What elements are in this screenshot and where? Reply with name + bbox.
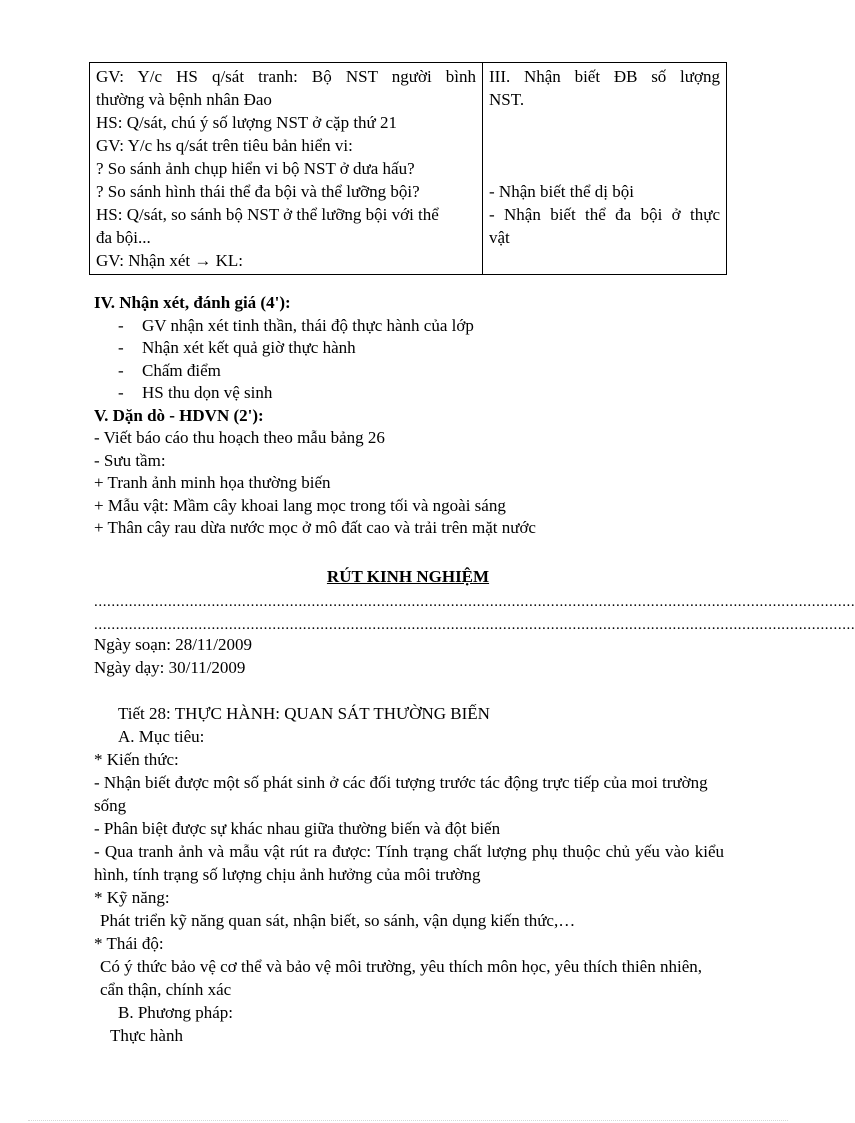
lesson-plan: [94, 633, 724, 1047]
table-line: HS: Q/sát, so sánh bộ NST ở thể lưỡng bội với thể: [96, 205, 439, 224]
review-heading: RÚT KINH NGHIỆM: [326, 567, 490, 586]
page-border: [28, 1120, 788, 1121]
table-line: GV: Y/c hs q/sát trên tiêu bản hiển vi:: [96, 136, 353, 155]
table-line: thường và bệnh nhân Đao: [96, 90, 272, 109]
knowledge-heading: * Kiến thức:: [94, 750, 179, 769]
table-line: GV: Y/c HS q/sát tranh: Bộ NST người bình: [96, 67, 476, 86]
table-line: GV: Nhận xét → KL:: [96, 251, 243, 270]
table-line: HS: Q/sát, chú ý số lượng NST ở cặp thứ 21: [96, 113, 398, 132]
date-taught: Ngày dạy: 30/11/2009: [94, 658, 246, 677]
method-heading: B. Phương pháp:: [118, 1003, 234, 1022]
lesson-activity-table: [89, 62, 727, 275]
method-text: Thực hành: [110, 1026, 183, 1045]
attitude-heading: * Thái độ:: [94, 934, 164, 953]
table-line: - Nhận biết thể dị bội: [489, 182, 634, 201]
table-line: vật: [489, 228, 510, 247]
attitude-text: Có ý thức bảo vệ cơ thể và bảo vệ môi trường, yêu thích môn học, yêu thích thiên nhiên, cẩn thận, chính xác: [100, 957, 702, 999]
table-line: ? So sánh ảnh chụp hiển vi bộ NST ở dưa hấu?: [96, 159, 415, 178]
table-line: ? So sánh hình thái thể đa bội và thể lưỡng bội?: [96, 182, 420, 201]
date-prepared: Ngày soạn: 28/11/2009: [94, 635, 253, 654]
table-line: III. Nhận biết ĐB số lượng: [489, 67, 720, 86]
section-title: IV. Nhận xét, đánh giá (4'):: [94, 293, 291, 312]
skills-text: Phát triển kỹ năng quan sát, nhận biết, so sánh, vận dụng kiến thức,…: [100, 911, 576, 930]
skills-heading: * Kỹ năng:: [94, 888, 170, 907]
review-dotted-line: ...............................................................................................................................................................................: [94, 617, 855, 633]
list-item: - Nhận xét kết quả giờ thực hành: [118, 338, 356, 357]
evaluation-list: [94, 315, 734, 405]
list-item: - Chấm điểm: [118, 360, 221, 380]
homework-line: - Sưu tầm:: [94, 450, 166, 470]
review-dotted-line: ...............................................................................................................................................................................: [94, 594, 855, 610]
table-line: - Nhận biết thể đa bội ở thực: [489, 205, 720, 224]
lesson-title: Tiết 28: THỰC HÀNH: QUAN SÁT THƯỜNG BIẾN: [118, 704, 490, 723]
section-evaluation: [94, 292, 734, 540]
table-line: NST.: [489, 90, 525, 109]
homework-line: - Viết báo cáo thu hoạch theo mẫu bảng 26: [94, 428, 385, 447]
homework-line: + Tranh ảnh minh họa thường biến: [94, 473, 331, 492]
list-item: - GV nhận xét tinh thần, thái độ thực hành của lớp: [118, 315, 474, 335]
knowledge-item: - Nhận biết được một số phát sinh ở các đối tượng trước tác động trực tiếp của moi trường sống: [94, 773, 708, 815]
content-cell: [483, 63, 727, 275]
homework-line: + Thân cây rau dừa nước mọc ở mô đất cao và trải trên mặt nước: [94, 518, 536, 537]
table-line: đa bội...: [96, 228, 151, 247]
list-item: - HS thu dọn vệ sinh: [118, 383, 273, 402]
section-title: V. Dặn dò - HDVN (2'):: [94, 405, 264, 425]
objectives-heading: A. Mục tiêu:: [118, 727, 205, 746]
teacher-student-activities-cell: [90, 63, 483, 275]
homework-line: + Mẫu vật: Mầm cây khoai lang mọc trong tối và ngoài sáng: [94, 495, 506, 515]
knowledge-item: - Qua tranh ảnh và mẫu vật rút ra được: Tính trạng chất lượng phụ thuộc chủ yếu vào kiểu hình, tính trạng số lượng chịu ảnh hưởng của môi trường: [94, 842, 724, 884]
table-row: [90, 63, 727, 275]
knowledge-item: - Phân biệt được sự khác nhau giữa thường biến và đột biến: [94, 819, 501, 838]
